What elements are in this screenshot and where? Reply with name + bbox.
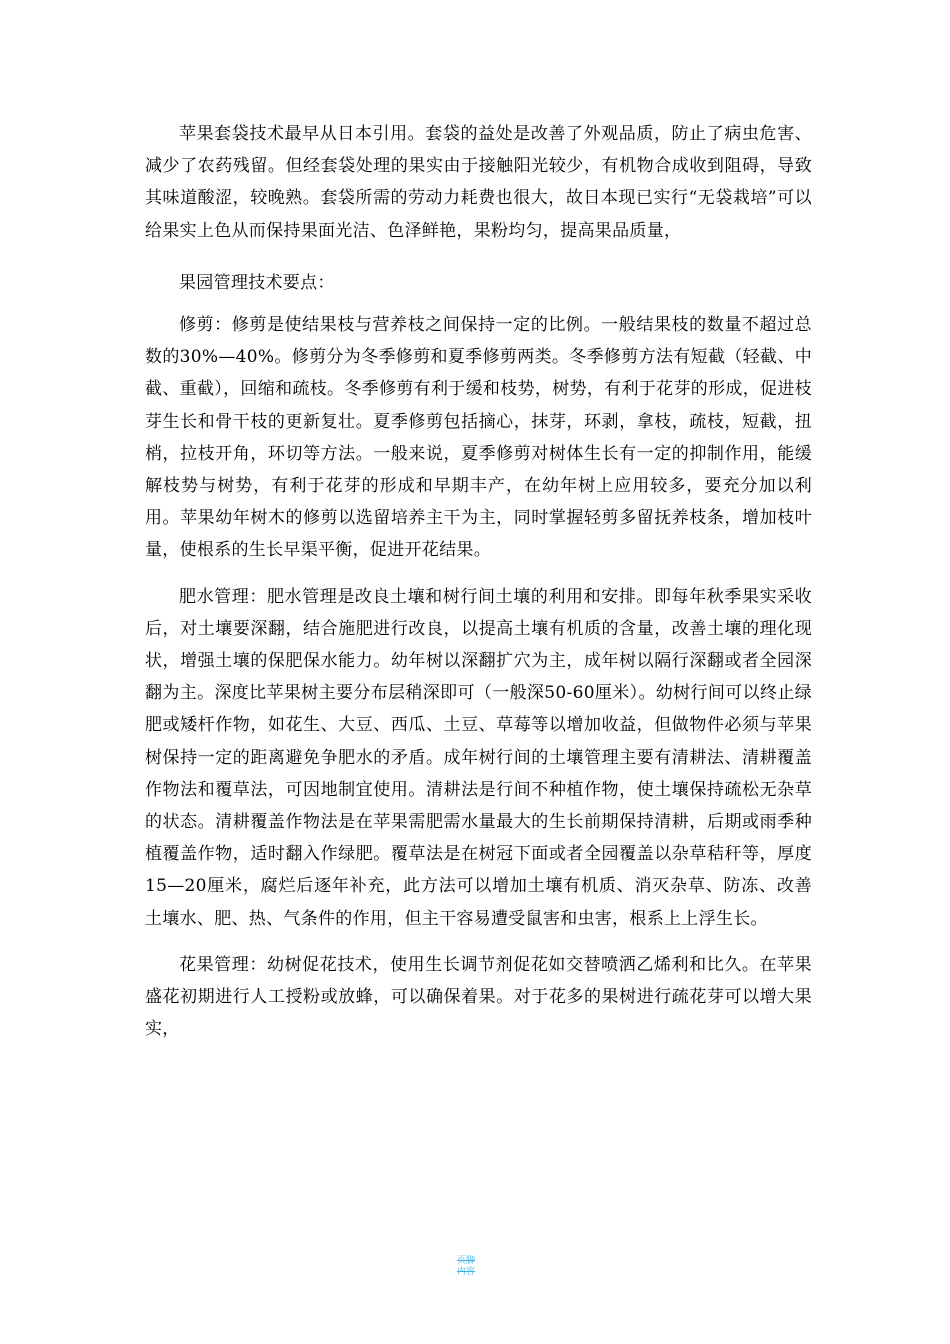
paragraph-pruning: 修剪：修剪是使结果枝与营养枝之间保持一定的比例。一般结果枝的数量不超过总数的30%—40%。修剪分为冬季修剪和夏季修剪两类。冬季修剪方法有短截（轻截、中截、重截），回缩和疏枝。冬季修剪有利于缓和枝势，树势，有利于花芽的形成，促进枝芽生长和骨干枝的更新复壮。夏季修剪包括摘心，抹芽，环剥，拿枝，疏枝，短截，扭梢，拉枝开角，环切等方法。一般来说，夏季修剪对树体生长有一定的抑制作用，能缓解枝势与树势，有利于花芽的形成和早期丰产，在幼年树上应用较多，要充分加以利用。苹果幼年树木的修剪以选留培养主干为主，同时掌握轻剪多留抚养枝条，增加枝叶量，使根系的生长早渠平衡，促进开花结果。 [145,315,812,561]
paragraph-flower-fruit: 花果管理：幼树促花技术，使用生长调节剂促花如交替喷洒乙烯利和比久。在苹果盛花初期进行人工授粉或放蜂，可以确保着果。对于花多的果树进行疏花芽可以增大果实， [145,954,812,1040]
paragraph-bagging-technique: 苹果套袋技术最早从日本引用。套袋的益处是改善了外观品质，防止了病虫危害、减少了农药残留。但经套袋处理的果实由于接触阳光较少，有机物合成收到阻碍，导致其味道酸涩，较晚熟。套袋所需的劳动力耗费也很大，故日本现已实行“无袋栽培”可以给果实上色从而保持果面光洁、色泽鲜艳，果粉均匀，提高果品质量， [145,124,812,241]
paragraph-fertilizer-water: 肥水管理：肥水管理是改良土壤和树行间土壤的利用和安排。即每年秋季果实采收后，对土壤要深翻，结合施肥进行改良，以提高土壤有机质的含量，改善土壤的理化现状，增强土壤的保肥保水能力。幼年树以深翻扩穴为主，成年树以隔行深翻或者全园深翻为主。深度比苹果树主要分布层稍深即可（一般深50-60厘米）。幼树行间可以终止绿肥或矮杆作物，如花生、大豆、西瓜、土豆、草莓等以增加收益，但做物件必须与苹果树保持一定的距离避免争肥水的矛盾。成年树行间的土壤管理主要有清耕法、清耕覆盖作物法和覆草法，可因地制宜使用。清耕法是行间不种植作物，使土壤保持疏松无杂草的状态。清耕覆盖作物法是在苹果需肥需水量最大的生长前期保持清耕，后期或雨季种植覆盖作物，适时翻入作绿肥。覆草法是在树冠下面或者全园覆盖以杂草秸秆等，厚度15—20厘米，腐烂后逐年补充，此方法可以增加土壤有机质、消灭杂草、防冻、改善土壤水、肥、热、气条件的作用，但主干容易遭受鼠害和虫害，根系上上浮生长。 [145,586,812,929]
section-heading-orchard-management: 果园管理技术要点： [179,272,335,293]
document-body [145,118,812,1059]
page-footer: 页脚内容 [457,1256,476,1277]
